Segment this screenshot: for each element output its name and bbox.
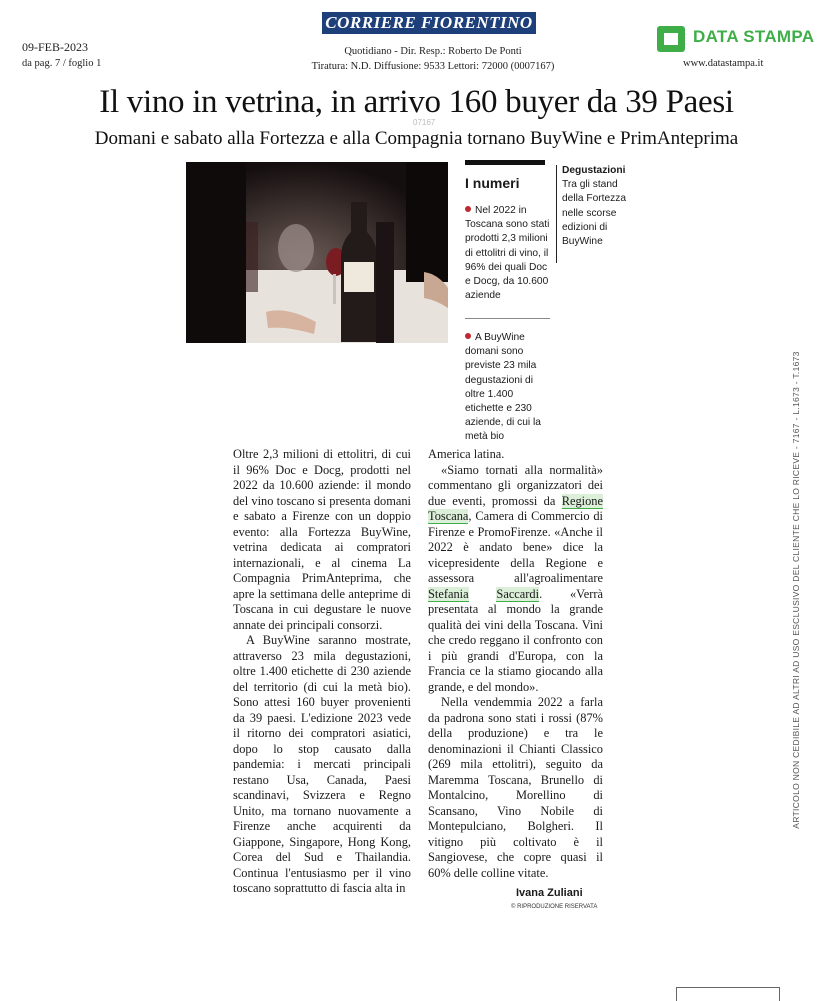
highlight-saccardi: Saccardi <box>496 586 540 601</box>
numeri-divider <box>465 318 550 319</box>
highlight-toscana: Toscana <box>428 509 469 523</box>
article-subtitle: Domani e sabato alla Fortezza e alla Compagnia tornano BuyWine e PrimAnteprima <box>94 128 739 149</box>
paragraph-text: , Camera di Commercio di Firenze e PromoFirenze. «Anche il 2022 è andato bene» dice la vicepresidente della Regione e assessora all'agroalimentare <box>428 509 603 585</box>
numeri-heading: I numeri <box>465 175 520 191</box>
wine-tasting-photo-icon <box>186 162 448 343</box>
numeri-item-text: A BuyWine domani sono previste 23 mila degustazioni di oltre 1.400 etichette e 230 aziende, di cui la metà bio <box>465 332 541 443</box>
caption-rule <box>556 165 557 263</box>
bullet-icon <box>465 333 471 339</box>
datastampa-logo-text: DATA STAMPA <box>693 27 815 46</box>
publication-director: Quotidiano - Dir. Resp.: Roberto De Ponti <box>344 46 522 57</box>
paragraph-text: «Siamo tornati alla normalità» commentano gli organizzatori dei due eventi, promossi da <box>428 462 603 508</box>
paragraph: A BuyWine saranno mostrate, attraverso 23 mila degustazioni, oltre 1.400 etichette di 230 aziende del territorio (di cui la metà bio). Sono attesi 160 buyer provenienti da 39 paesi. L'edizione 2023 vede il ritorno dei compratori asiatici, dopo lo stop causato dalla pandemia: i mercati principali restano Usa, Canada, Paesi scandinavi, Svizzera e Regno Unito, ma tornano nuovamente a Firenze anche acquirenti da Giappone, Singapore, Hong Kong, Corea del Sud e Thailandia. Continua l'entusiasmo per il vino toscano soprattutto di fascia alta in <box>233 633 411 895</box>
paragraph: Oltre 2,3 milioni di ettolitri, di cui il 96% Doc e Docg, prodotti nel 2022 da 10.600 aziende: il mondo del vino toscano si presenta domani e sabato a Firenze con un doppio evento: alla Fortezza BuyWine, vetrina dedicata ai compratori internazionali, e al cinema La Compagnia PrimAnteprima, che apre la settimana delle anteprime di Toscana in cui degustare le nuove annate dei principali consorzi. <box>233 447 411 632</box>
numeri-item <box>465 204 550 303</box>
numeri-rule <box>465 160 545 165</box>
photo-caption <box>562 164 640 249</box>
article-author: Ivana Zuliani <box>516 887 583 899</box>
highlight-stefania: Stefania <box>428 586 469 601</box>
publication-circulation: Tiratura: N.D. Diffusione: 9533 Lettori: 72000 (0007167) <box>311 61 555 72</box>
numeri-item-text: Nel 2022 in Toscana sono stati prodotti 2,3 milioni di ettolitri di vino, il 96% dei quali Doc e Docg, da 10.600 aziende <box>465 205 550 302</box>
masthead-logo: CORRIERE FIORENTINO <box>322 12 536 34</box>
publication-info <box>288 44 578 74</box>
watermark-code: 07167 <box>413 118 436 127</box>
datastampa-logo-icon <box>657 26 685 52</box>
publication-date: 09-FEB-2023 <box>22 40 88 54</box>
stamp-box <box>676 987 780 1001</box>
datastampa-url[interactable]: www.datastampa.it <box>683 58 764 69</box>
copyright-notice: © RIPRODUZIONE RISERVATA <box>511 904 598 910</box>
article-column-2 <box>428 447 603 881</box>
page-reference: da pag. 7 / foglio 1 <box>22 58 102 69</box>
side-legal-notice: ARTICOLO NON CEDIBILE AD ALTRI AD USO ESCLUSIVO DEL CLIENTE CHE LO RICEVE - 7167 - L.1673 - T.1673 <box>791 351 801 829</box>
caption-text: Tra gli stand della Fortezza nelle scorse edizioni di BuyWine <box>562 179 626 248</box>
article-title: Il vino in vetrina, in arrivo 160 buyer da 39 Paesi <box>99 84 734 120</box>
paragraph <box>428 463 603 696</box>
paragraph-text: . «Verrà presentata al mondo la grande qualità dei vini della Toscana. Vini che credo reggano il confronto con i più grandi d'Europa, con la Francia ce la stiamo giocando alla grande, e del mondo». <box>428 586 603 694</box>
numeri-item <box>465 331 550 445</box>
bullet-icon <box>465 206 471 212</box>
highlight-regione: Regione <box>561 493 603 508</box>
article-column-1 <box>233 447 411 897</box>
paragraph: Nella vendemmia 2022 a farla da padrona sono stati i rossi (87% della produzione) e tra le denominazioni il Chianti Classico (269 mila ettolitri), seguito da Maremma Toscana, Brunello di Montalcino, Morellino di Scansano, Vino Nobile di Montepulciano, Bolgheri. Il vitigno più coltivato è il Sangiovese, che copre quasi il 60% delle colline vitate. <box>428 695 603 880</box>
caption-title: Degustazioni <box>562 165 626 176</box>
article-photo <box>186 162 448 343</box>
paragraph: America latina. <box>428 447 505 461</box>
